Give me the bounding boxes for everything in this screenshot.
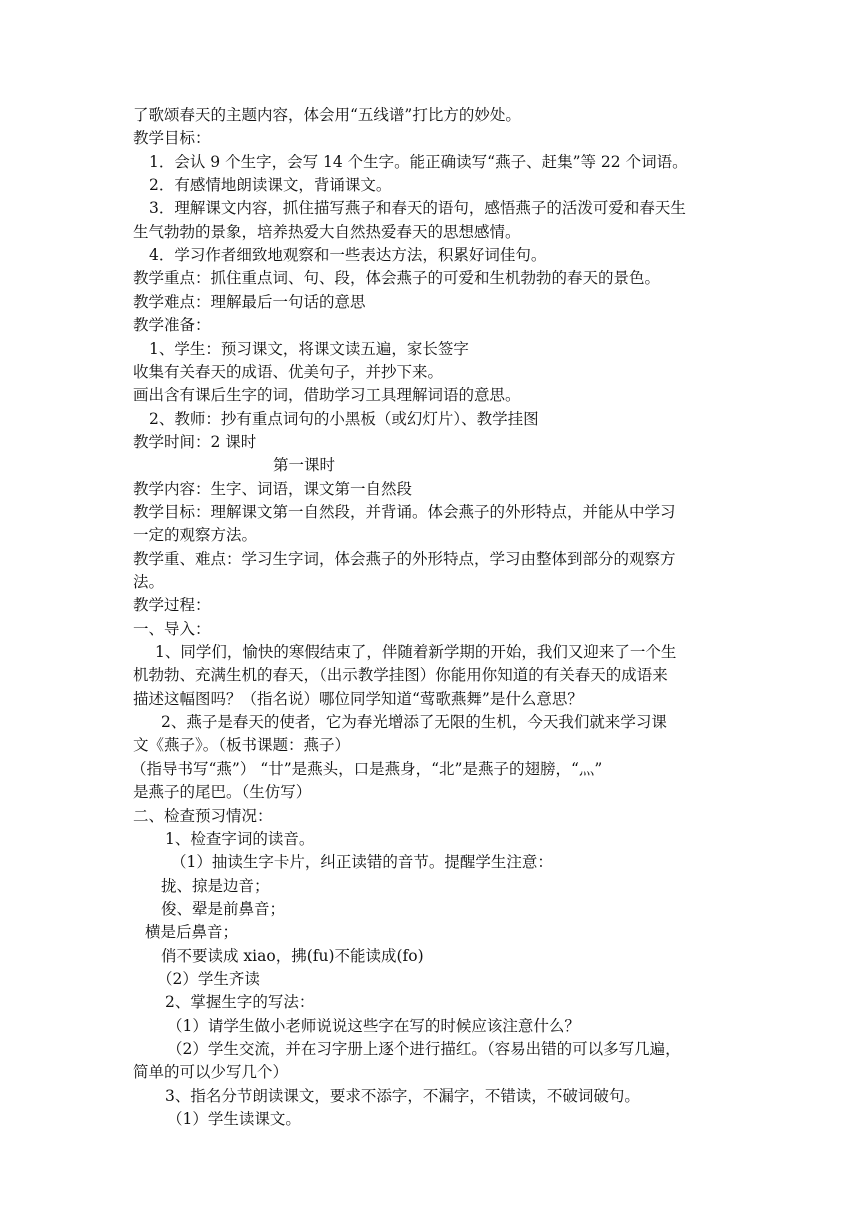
text-line: 教学重点：抓住重点词、句、段，体会燕子的可爱和生机勃勃的春天的景色。 bbox=[133, 269, 661, 288]
text-line: （1）请学生做小老师说说这些字在写的时候应该注意什么？ bbox=[167, 1016, 580, 1035]
text-line: 画出含有课后生字的词，借助学习工具理解词语的意思。 bbox=[133, 386, 521, 405]
text-line: 描述这幅图吗？（指名说）哪位同学知道“莺歌燕舞”是什么意思？ bbox=[133, 689, 583, 708]
text-line: 2、掌握生字的写法： bbox=[165, 993, 315, 1012]
text-line: 1．会认 9 个生字，会写 14 个生字。能正确读写“燕子、赶集”等 22 个词语。 bbox=[149, 152, 688, 171]
text-line: 2．有感情地朗读课文，背诵课文。 bbox=[149, 176, 392, 195]
text-line: 2、燕子是春天的使者，它为春光增添了无限的生机，今天我们就来学习课 bbox=[161, 713, 667, 732]
text-line: 教学重、难点：学习生字词，体会燕子的外形特点，学习由整体到部分的观察方 bbox=[133, 549, 676, 568]
text-line: （指导书写“燕”） “廿”是燕头，口是燕身，“北”是燕子的翅膀，“灬” bbox=[131, 759, 603, 778]
text-line: 教学目标： bbox=[133, 129, 211, 148]
text-line: 3．理解课文内容，抓住描写燕子和春天的语句，感悟燕子的活泼可爱和春天生 bbox=[149, 199, 686, 218]
text-line: 法。 bbox=[133, 573, 165, 591]
text-line: 教学内容：生字、词语，课文第一自然段 bbox=[133, 479, 413, 498]
text-line: 1、同学们，愉快的寒假结束了，伴随着新学期的开始，我们又迎来了一个生 bbox=[155, 643, 677, 662]
text-line: 1、检查字词的读音。 bbox=[165, 829, 315, 848]
text-line: （1）学生读课文。 bbox=[167, 1110, 301, 1129]
text-line: 教学时间：2 课时 bbox=[133, 432, 257, 451]
text-line: 横是后鼻音； bbox=[145, 923, 239, 942]
text-line: （2）学生交流，并在习字册上逐个进行描红。（容易出错的可以多写几遍， bbox=[167, 1040, 681, 1058]
text-line: 教学准备： bbox=[133, 316, 211, 335]
text-line: 拢、掠是边音； bbox=[161, 876, 270, 895]
text-line: （1）抽读生字卡片，纠正读错的音节。提醒学生注意： bbox=[171, 853, 553, 872]
text-line: 教学目标：理解课文第一自然段，并背诵。体会燕子的外形特点，并能从中学习 bbox=[133, 502, 676, 521]
text-line: 3、指名分节朗读课文，要求不添字，不漏字，不错读，不破词破句。 bbox=[165, 1086, 640, 1105]
text-line: 了歌颂春天的主题内容，体会用“五线谱”打比方的妙处。 bbox=[133, 106, 521, 124]
text-line: 4．学习作者细致地观察和一些表达方法，积累好词佳句。 bbox=[149, 246, 547, 265]
text-line: 2、教师：抄有重点词句的小黑板（或幻灯片）、教学挂图 bbox=[149, 409, 539, 428]
text-line: 教学过程： bbox=[133, 596, 211, 615]
text-line: 生气勃勃的景象，培养热爱大自然热爱春天的思想感情。 bbox=[133, 222, 521, 241]
text-line: 文《燕子》。（板书课题：燕子） bbox=[133, 736, 351, 755]
text-line: 二、检查预习情况： bbox=[133, 806, 273, 825]
text-line: 俊、翚是前鼻音； bbox=[161, 899, 286, 918]
text-line: 收集有关春天的成语、优美句子，并抄下来。 bbox=[133, 362, 444, 381]
text-line: 教学难点：理解最后一句话的意思 bbox=[133, 292, 366, 311]
text-line: 一定的观察方法。 bbox=[133, 526, 258, 545]
text-line: 简单的可以少写几个） bbox=[133, 1063, 289, 1082]
text-line: 1、学生：预习课文，将课文读五遍，家长签字 bbox=[149, 339, 469, 358]
text-line: 是燕子的尾巴。（生仿写） bbox=[133, 783, 312, 802]
text-line: （2）学生齐读 bbox=[157, 969, 260, 988]
text-line: 一、导入： bbox=[133, 619, 211, 638]
text-line: 第一课时 bbox=[273, 456, 336, 475]
text-line: 机勃勃、充满生机的春天，（出示教学挂图）你能用你知道的有关春天的成语来 bbox=[133, 666, 668, 685]
text-line: 俏不要读成 xiao，拂(fu)不能读成(fo) bbox=[161, 946, 424, 965]
